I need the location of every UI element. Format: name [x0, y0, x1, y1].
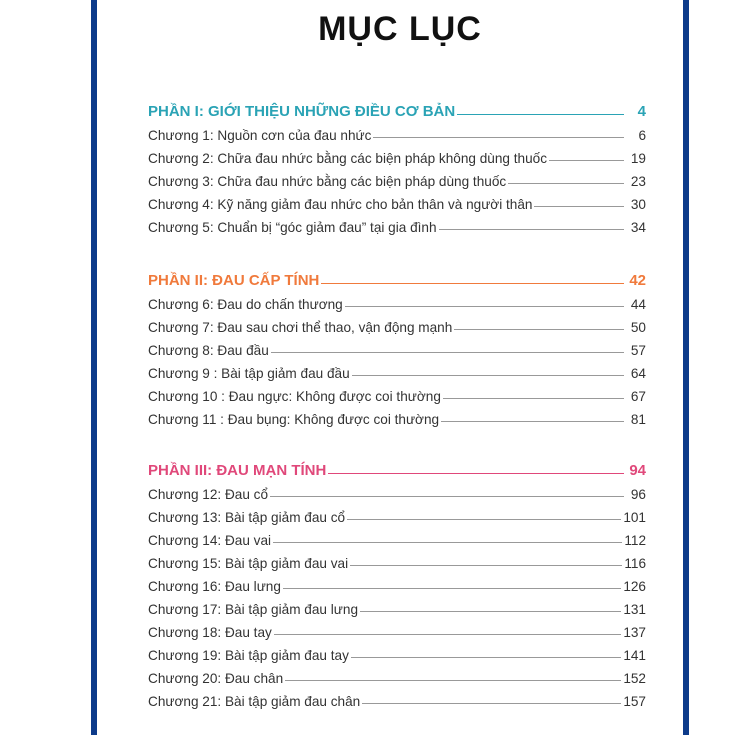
entry-title: Chương 6: Đau do chấn thương	[148, 297, 343, 312]
chapter-entry[interactable]	[148, 594, 646, 617]
chapter-entry[interactable]	[148, 312, 646, 335]
chapter-entry[interactable]	[148, 548, 646, 571]
chapter-entry[interactable]	[148, 525, 646, 548]
chapter-entry[interactable]	[148, 212, 646, 235]
page-number: 96	[630, 487, 646, 502]
chapter-entry[interactable]	[148, 617, 646, 640]
entry-title: Chương 7: Đau sau chơi thể thao, vận động mạnh	[148, 320, 453, 335]
leader-line	[351, 657, 621, 658]
leader-line	[508, 183, 624, 184]
chapter-entry[interactable]	[148, 143, 646, 166]
chapter-entry[interactable]	[148, 502, 646, 525]
leader-line	[274, 634, 622, 635]
part-2	[148, 263, 646, 427]
leader-line	[549, 160, 624, 161]
entry-title: Chương 20: Đau chân	[148, 671, 284, 686]
page-border-left	[91, 0, 97, 735]
entry-title: PHẦN II: ĐAU CẤP TÍNH	[148, 272, 320, 289]
page-number: 67	[630, 389, 646, 404]
chapter-entry[interactable]	[148, 479, 646, 502]
part-1	[148, 94, 646, 235]
entry-title: Chương 4: Kỹ năng giảm đau nhức cho bản thân và người thân	[148, 197, 533, 212]
page-number: 141	[623, 648, 646, 663]
page-number: 4	[637, 103, 646, 120]
page-number: 126	[623, 579, 646, 594]
part-heading[interactable]	[148, 94, 646, 120]
page-number: 19	[630, 151, 646, 166]
page-number: 112	[624, 533, 646, 548]
page-number: 34	[630, 220, 646, 235]
entry-title: Chương 2: Chữa đau nhức bằng các biện pháp không dùng thuốc	[148, 151, 547, 166]
entry-title: Chương 12: Đau cổ	[148, 487, 269, 502]
chapter-entry[interactable]	[148, 358, 646, 381]
page-number: 157	[623, 694, 646, 709]
leader-line	[534, 206, 624, 207]
chapter-entry[interactable]	[148, 686, 646, 709]
entry-title: Chương 11 : Đau bụng: Không được coi thường	[148, 412, 440, 427]
leader-line	[362, 703, 621, 704]
page-number: 152	[623, 671, 646, 686]
leader-line	[457, 114, 624, 115]
part-heading[interactable]	[148, 263, 646, 289]
page-number: 30	[630, 197, 646, 212]
chapter-entry[interactable]	[148, 289, 646, 312]
page-number: 50	[630, 320, 646, 335]
part-3	[148, 453, 646, 709]
entry-title: Chương 5: Chuẩn bị “góc giảm đau” tại gia đình	[148, 220, 437, 235]
entry-title: Chương 17: Bài tập giảm đau lưng	[148, 602, 358, 617]
entry-title: Chương 19: Bài tập giảm đau tay	[148, 648, 349, 663]
leader-line	[273, 542, 622, 543]
leader-line	[321, 283, 624, 284]
leader-line	[271, 352, 624, 353]
page-number: 131	[623, 602, 646, 617]
entry-title: Chương 9 : Bài tập giảm đau đầu	[148, 366, 350, 381]
entry-title: Chương 16: Đau lưng	[148, 579, 281, 594]
leader-line	[270, 496, 624, 497]
leader-line	[360, 611, 621, 612]
page-number: 6	[638, 128, 646, 143]
leader-line	[328, 473, 624, 474]
page-number: 44	[630, 297, 646, 312]
part-heading[interactable]	[148, 453, 646, 479]
leader-line	[454, 329, 624, 330]
chapter-entry[interactable]	[148, 335, 646, 358]
leader-line	[283, 588, 621, 589]
entry-title: Chương 15: Bài tập giảm đau vai	[148, 556, 349, 571]
chapter-entry[interactable]	[148, 166, 646, 189]
chapter-entry[interactable]	[148, 663, 646, 686]
entry-title: Chương 3: Chữa đau nhức bằng các biện pháp dùng thuốc	[148, 174, 507, 189]
page-number: 116	[624, 556, 646, 571]
page-number: 81	[630, 412, 646, 427]
leader-line	[441, 421, 624, 422]
entry-title: Chương 13: Bài tập giảm đau cổ	[148, 510, 346, 525]
entry-title: Chương 18: Đau tay	[148, 625, 272, 640]
page-number: 42	[629, 272, 646, 289]
page-title: MỤC LỤC	[318, 10, 482, 48]
chapter-entry[interactable]	[148, 189, 646, 212]
page-border-right	[683, 0, 689, 735]
page-number: 101	[623, 510, 646, 525]
page-number: 137	[623, 625, 646, 640]
entry-title: PHẦN I: GIỚI THIỆU NHỮNG ĐIỀU CƠ BẢN	[148, 103, 456, 120]
chapter-entry[interactable]	[148, 381, 646, 404]
entry-title: PHẦN III: ĐAU MẠN TÍNH	[148, 462, 327, 479]
chapter-entry[interactable]	[148, 640, 646, 663]
chapter-entry[interactable]	[148, 404, 646, 427]
entry-title: Chương 21: Bài tập giảm đau chân	[148, 694, 361, 709]
page-number: 23	[630, 174, 646, 189]
page-number: 57	[630, 343, 646, 358]
leader-line	[345, 306, 624, 307]
entry-title: Chương 8: Đau đầu	[148, 343, 269, 358]
page-number: 64	[630, 366, 646, 381]
leader-line	[352, 375, 624, 376]
page-number: 94	[629, 462, 646, 479]
leader-line	[443, 398, 624, 399]
leader-line	[347, 519, 621, 520]
leader-line	[350, 565, 622, 566]
chapter-entry[interactable]	[148, 571, 646, 594]
leader-line	[285, 680, 621, 681]
leader-line	[373, 137, 624, 138]
leader-line	[439, 229, 624, 230]
entry-title: Chương 14: Đau vai	[148, 533, 272, 548]
entry-title: Chương 10 : Đau ngực: Không được coi thường	[148, 389, 441, 404]
chapter-entry[interactable]	[148, 120, 646, 143]
entry-title: Chương 1: Nguồn cơn của đau nhức	[148, 128, 372, 143]
